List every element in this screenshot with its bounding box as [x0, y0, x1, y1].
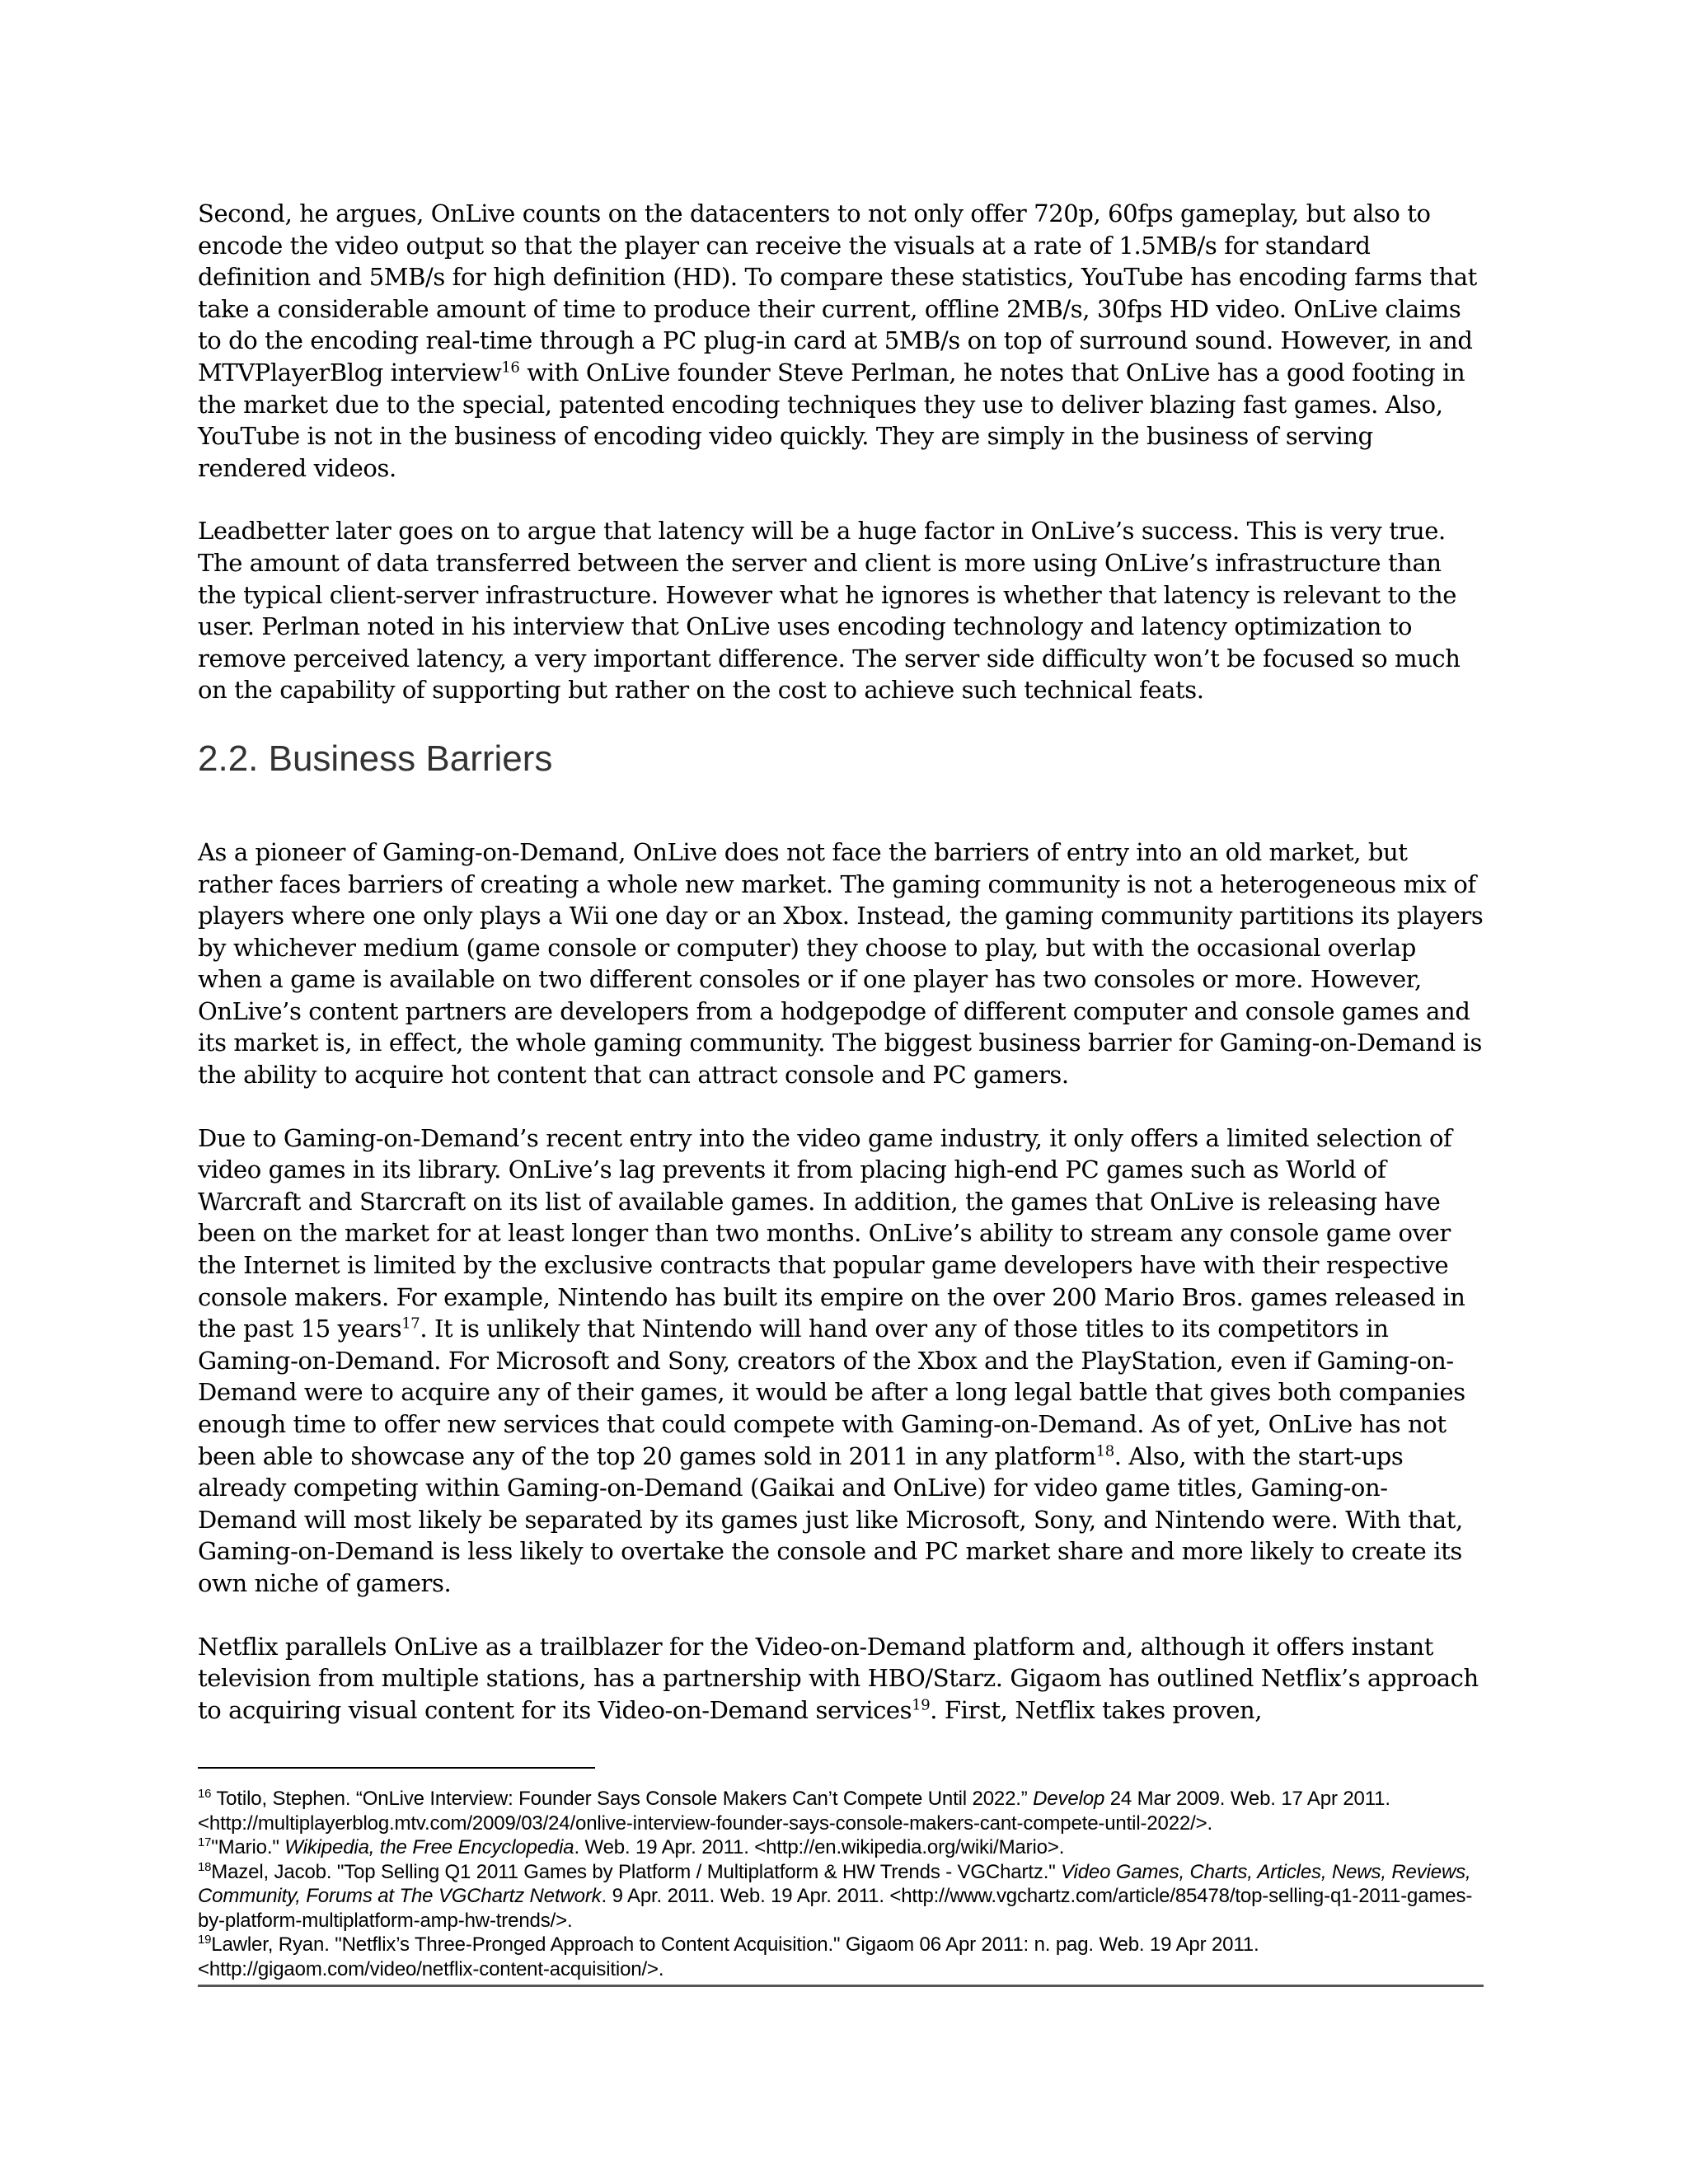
footnote-reference: 17	[401, 1315, 420, 1333]
footnote	[198, 1933, 1484, 1981]
footnote-reference: 17	[198, 1836, 212, 1850]
body-text	[198, 198, 1484, 706]
text-run: with OnLive founder Steve Perlman, he notes that OnLive has a good footing in the market due to the special, patented encoding techniques they use to deliver blazing fast games. Also, YouTube is not in the business of encoding video quickly. They are simply in the business of serving rendered videos.	[198, 358, 1465, 482]
section-body-text	[198, 837, 1484, 1726]
document-page	[198, 198, 1484, 1987]
italic-text: Video Games, Charts, Articles, News, Reviews, Community, Forums at The VGChartz Network	[198, 1860, 1471, 1908]
text-run: 24 Mar 2009. Web. 17 Apr 2011. <http://multiplayerblog.mtv.com/2009/03/24/onlive-interview-founder-says-console-makers-cant-compete-until-2022/>.	[198, 1788, 1390, 1835]
paragraph	[198, 198, 1484, 484]
footnote-reference: 18	[1095, 1441, 1114, 1460]
footnote-reference: 16	[501, 359, 520, 377]
text-run: Mazel, Jacob. "Top Selling Q1 2011 Games by Platform / Multiplatform & HW Trends - VGChartz."	[211, 1860, 1062, 1883]
text-run: As a pioneer of Gaming-on-Demand, OnLive does not face the barriers of entry into an old market, but rather faces barriers of creating a whole new market. The gaming community is not a heterogeneous mix of players where one only plays a Wii one day or an Xbox. Instead, the gaming community partitions its players by whichever medium (game console or computer) they choose to play, but with the occasional overlap when a game is available on two different consoles or if one player has two consoles or more. However, OnLive’s content partners are developers from a hodgepodge of different computer and console games and its market is, in effect, the whole gaming community. The biggest business barrier for Gaming-on-Demand is the ability to acquire hot content that can attract console and PC gamers.	[198, 837, 1484, 1090]
text-run: "Mario."	[211, 1836, 285, 1859]
footnote-reference: 19	[198, 1933, 212, 1947]
paragraph	[198, 837, 1484, 1091]
paragraph	[198, 515, 1484, 706]
footnote	[198, 1787, 1484, 1835]
text-run: Netflix parallels OnLive as a trailblazer for the Video-on-Demand platform and, although it offers instant television from multiple stations, has a partnership with HBO/Starz. Gigaom has outlined Netflix’s approach to acquiring visual content for its Video-on-Demand services	[198, 1632, 1479, 1724]
text-run: . 9 Apr. 2011. Web. 19 Apr. 2011. <http://www.vgchartz.com/article/85478/top-selling-q1-2011-games-by-platform-multiplatform-amp-hw-trends/>.	[198, 1885, 1473, 1932]
section-heading: 2.2. Business Barriers	[198, 738, 553, 779]
footnote-reference: 18	[198, 1860, 212, 1874]
text-run: . Also, with the start-ups already competing within Gaming-on-Demand (Gaikai and OnLive) for video game titles, Gaming-on-Demand will most likely be separated by its games just like Microsoft, Sony, and Nintendo were. With that, Gaming-on-Demand is less likely to overtake the console and PC market share and more likely to create its own niche of gamers.	[198, 1441, 1463, 1597]
text-run: Second, he argues, OnLive counts on the datacenters to not only offer 720p, 60fps gameplay, but also to encode the video output so that the player can receive the visuals at a rate of 1.5MB/s for standard definition and 5MB/s for high definition (HD). To compare these statistics, YouTube has encoding farms that take a considerable amount of time to produce their current, offline 2MB/s, 30fps HD video. OnLive claims to do the encoding real-time through a PC plug-in card at 5MB/s on top of surround sound. However, in and MTVPlayerBlog interview	[198, 199, 1477, 387]
italic-text: Develop	[1033, 1788, 1105, 1811]
paragraph	[198, 1631, 1484, 1727]
footnote-reference: 16	[198, 1788, 212, 1802]
footnote	[198, 1835, 1484, 1860]
text-run: Totilo, Stephen. “OnLive Interview: Founder Says Console Makers Can’t Compete Until 2022.”	[211, 1788, 1034, 1811]
footnote-separator	[198, 1767, 595, 1769]
text-run: Leadbetter later goes on to argue that latency will be a huge factor in OnLive’s success. This is very true. The amount of data transferred between the server and client is more using OnLive’s infrastructure than the typical client-server infrastructure. However what he ignores is whether that latency is relevant to the user. Perlman noted in his interview that OnLive uses encoding technology and latency optimization to remove perceived latency, a very important difference. The server side difficulty won’t be focused so much on the capability of supporting but rather on the cost to achieve such technical feats.	[198, 517, 1461, 705]
footnotes	[198, 1787, 1484, 1987]
paragraph	[198, 1122, 1484, 1600]
footnote-reference: 19	[912, 1696, 931, 1714]
text-run: . It is unlikely that Nintendo will hand over any of those titles to its competitors in Gaming-on-Demand. For Microsoft and Sony, creators of the Xbox and the PlayStation, even if Gaming-on-Demand were to acquire any of their games, it would be after a long legal battle that gives both companies enough time to offer new services that could compete with Gaming-on-Demand. As of yet, OnLive has not been able to showcase any of the top 20 games sold in 2011 in any platform	[198, 1315, 1465, 1470]
footnote	[198, 1860, 1484, 1933]
text-run: Due to Gaming-on-Demand’s recent entry into the video game industry, it only offers a limited selection of video games in its library. OnLive’s lag prevents it from placing high-end PC games such as World of Warcraft and Starcraft on its list of available games. In addition, the games that OnLive is releasing have been on the market for at least longer than two months. OnLive’s ability to stream any console game over the Internet is limited by the exclusive contracts that popular game developers have with their respective console makers. For example, Nintendo has built its empire on the over 200 Mario Bros. games released in the past 15 years	[198, 1123, 1465, 1343]
text-run: . First, Netflix takes proven,	[930, 1695, 1263, 1724]
text-run: . Web. 19 Apr. 2011. <http://en.wikipedia.org/wiki/Mario>.	[574, 1836, 1065, 1859]
italic-text: Wikipedia, the Free Encyclopedia	[284, 1836, 574, 1859]
text-run: Lawler, Ryan. "Netflix’s Three-Pronged Approach to Content Acquisition." Gigaom 06 Apr 2011: n. pag. Web. 19 Apr 2011. <http://gigaom.com/video/netflix-content-acquisition/>.	[198, 1933, 1259, 1980]
